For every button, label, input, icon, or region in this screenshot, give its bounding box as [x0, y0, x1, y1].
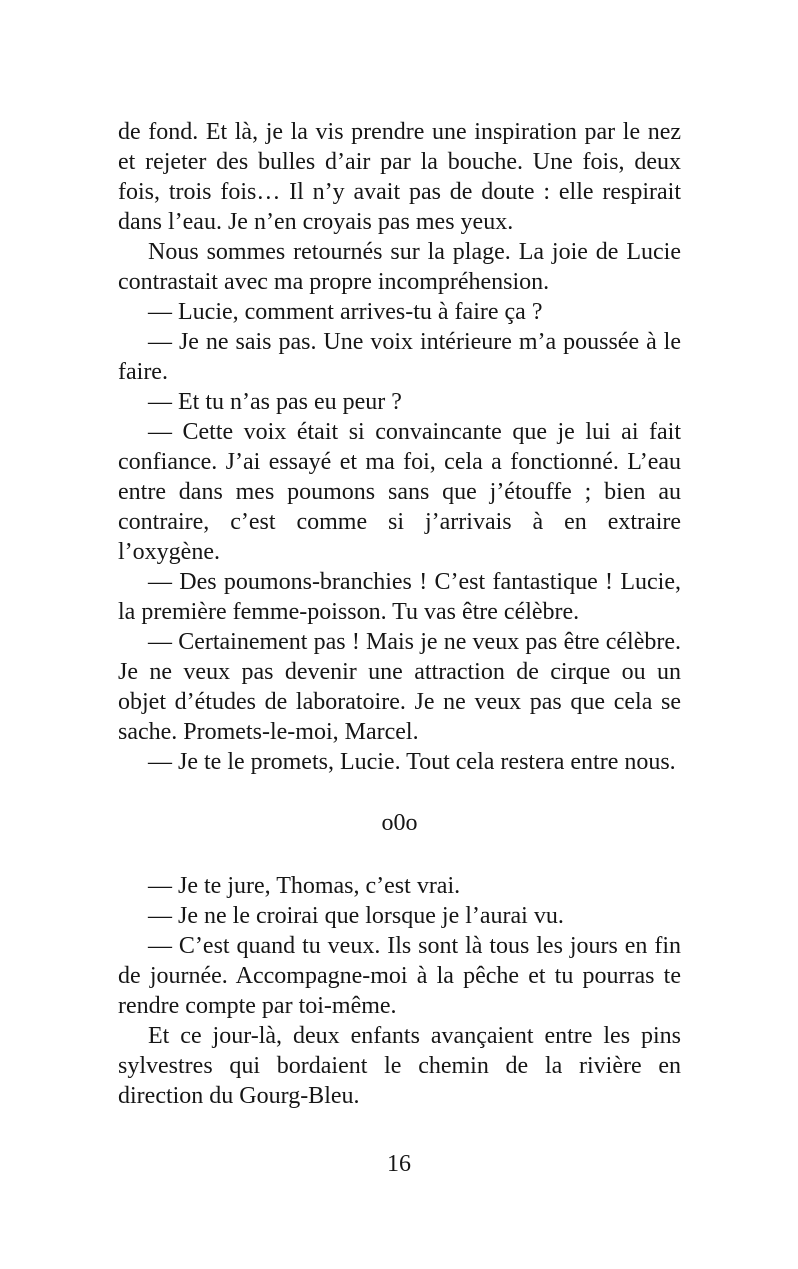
paragraph: de fond. Et là, je la vis prendre une inspiration par le nez et rejeter des bulles d’air par la bouche. Une fois, deux fois, trois fois… Il n’y avait pas de doute : elle respirait dans l’eau. Je n’en croyais pas mes yeux. [118, 119, 681, 235]
dialogue-line: — Et tu n’as pas eu peur ? [148, 389, 402, 415]
dialogue-line: — Certainement pas ! Mais je ne veux pas être célèbre. Je ne veux pas devenir une attraction de cirque ou un objet d’études de laboratoire. Je ne veux pas que cela se sache. Promets-le-moi, Marcel. [118, 629, 681, 745]
dialogue-line: — Des poumons-branchies ! C’est fantastique ! Lucie, la première femme-poisson. Tu vas être célèbre. [118, 569, 681, 625]
body-text [118, 117, 681, 1111]
section-separator: o0o [381, 810, 418, 836]
dialogue-line: — Cette voix était si convaincante que je lui ai fait confiance. J’ai essayé et ma foi, cela a fonctionné. L’eau entre dans mes poumons sans que j’étouffe ; bien au contraire, c’est comme si j’arrivais à en extraire l’oxygène. [118, 419, 681, 565]
dialogue-line: — C’est quand tu veux. Ils sont là tous les jours en fin de journée. Accompagne-moi à la pêche et tu pourras te rendre compte par toi-même. [118, 933, 681, 1019]
dialogue-line: — Lucie, comment arrives-tu à faire ça ? [148, 299, 543, 325]
dialogue-line: — Je te le promets, Lucie. Tout cela restera entre nous. [148, 749, 676, 775]
dialogue-line: — Je ne sais pas. Une voix intérieure m’a poussée à le faire. [118, 329, 681, 385]
page-number: 16 [387, 1151, 411, 1177]
dialogue-line: — Je te jure, Thomas, c’est vrai. [148, 873, 461, 899]
paragraph: Et ce jour-là, deux enfants avançaient entre les pins sylvestres qui bordaient le chemin de la rivière en direction du Gourg-Bleu. [118, 1023, 681, 1109]
dialogue-line: — Je ne le croirai que lorsque je l’aurai vu. [148, 903, 564, 929]
paragraph: Nous sommes retournés sur la plage. La joie de Lucie contrastait avec ma propre incompréhension. [118, 239, 681, 295]
section-two [118, 871, 681, 1111]
